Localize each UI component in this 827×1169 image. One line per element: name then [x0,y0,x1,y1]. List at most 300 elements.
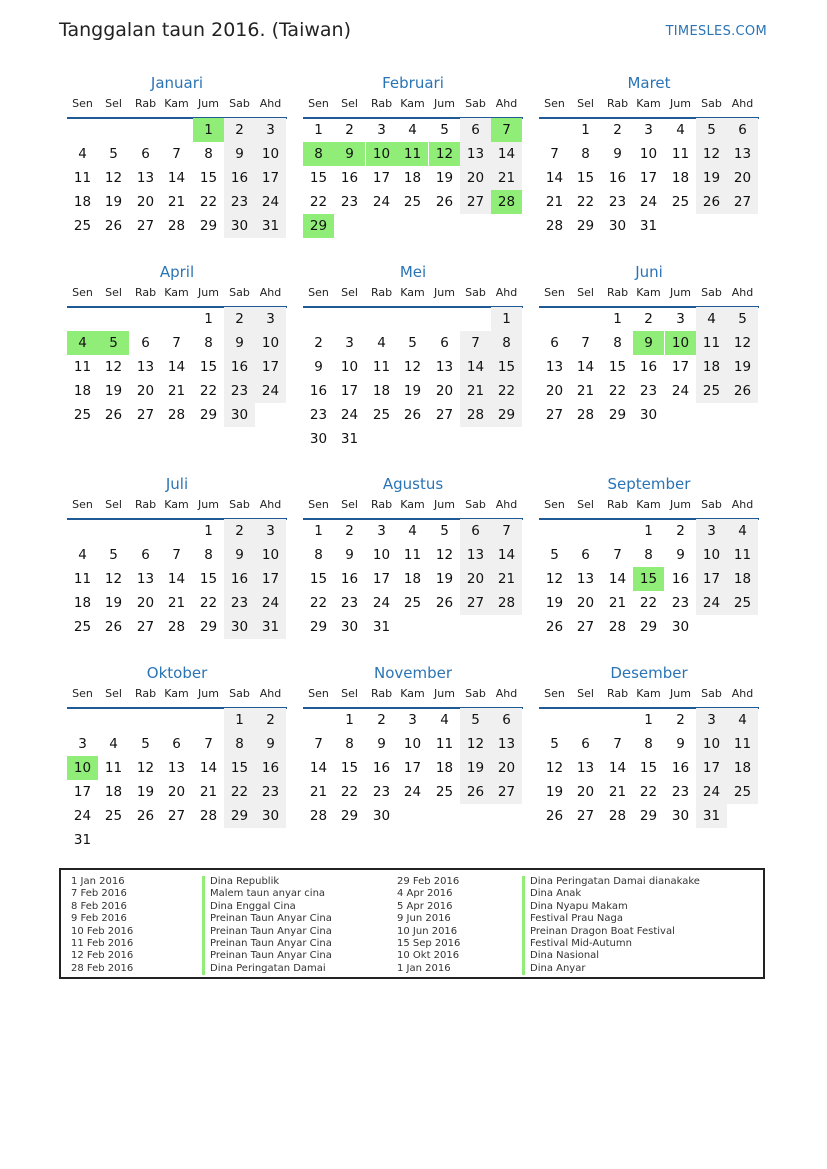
day-cell: 8 [204,547,213,563]
day-cell: 12 [429,142,460,166]
weekday-label: Jum [434,97,455,110]
day-cell: 21 [608,784,627,800]
weekday-label: Kam [400,97,425,110]
header-rule [303,306,523,308]
day-cell: 10 [372,547,391,563]
day-cell: 23 [372,784,391,800]
day-cell: 14 [460,355,491,379]
day-cell: 11 [73,571,92,587]
day-cell: 15 [639,760,658,776]
day-cell: 31 [340,431,359,447]
day-cell: 27 [576,808,595,824]
day-cell: 21 [545,194,564,210]
day-cell: 12 [460,732,491,756]
weekday-label: Jum [670,498,691,511]
month-mei [303,262,523,462]
day-cell: 15 [633,567,664,591]
day-cell: 27 [491,780,522,804]
day-cell: 1 [581,122,590,138]
day-cell: 12 [545,760,564,776]
day-cell: 4 [78,146,87,162]
day-cell: 5 [408,335,417,351]
day-cell: 29 [199,407,218,423]
day-cell: 29 [340,808,359,824]
weekday-label: Sab [701,97,722,110]
day-cell: 21 [491,166,522,190]
weekday-label: Kam [400,286,425,299]
day-cell: 5 [109,547,118,563]
day-cell: 22 [199,383,218,399]
weekday-label: Kam [636,286,661,299]
weekday-label: Jum [670,687,691,700]
day-cell: 28 [576,407,595,423]
day-cell: 17 [255,355,286,379]
day-cell: 12 [403,359,422,375]
day-cell: 2 [224,519,255,543]
day-cell: 24 [403,784,422,800]
day-cell: 30 [372,808,391,824]
weekday-label: Jum [670,286,691,299]
day-cell: 13 [576,760,595,776]
day-cell: 25 [73,407,92,423]
weekday-label: Kam [164,97,189,110]
weekday-label: Sab [465,286,486,299]
day-cell: 28 [167,218,186,234]
legend-date: 15 Sep 2016 [397,937,461,949]
day-cell: 22 [309,194,328,210]
day-cell: 4 [727,519,758,543]
day-cell: 18 [73,595,92,611]
day-cell: 5 [550,547,559,563]
day-cell: 27 [167,808,186,824]
day-cell: 2 [345,122,354,138]
day-cell: 7 [491,118,522,142]
day-cell: 10 [255,142,286,166]
weekday-label: Ahd [495,687,518,700]
day-cell: 7 [172,146,181,162]
day-cell: 7 [204,736,213,752]
day-cell: 11 [372,359,391,375]
day-cell: 6 [460,118,491,142]
weekday-label: Rab [134,498,157,511]
weekday-label: Rab [370,498,393,511]
day-cell: 27 [136,218,155,234]
day-cell: 28 [167,407,186,423]
day-cell: 29 [199,619,218,635]
day-cell: 6 [581,736,590,752]
day-cell: 12 [104,359,123,375]
day-cell: 31 [255,615,286,639]
day-cell: 26 [545,619,564,635]
month-juni [539,262,759,462]
weekday-label: Sel [341,97,358,110]
day-cell: 19 [696,166,727,190]
day-cell: 3 [255,519,286,543]
day-cell: 22 [491,379,522,403]
legend-left-names [202,876,332,975]
month-januari [67,73,287,273]
weekday-label: Sel [577,498,594,511]
day-cell: 24 [255,379,286,403]
month-april [67,262,287,462]
day-cell: 4 [377,335,386,351]
day-cell: 8 [345,736,354,752]
day-cell: 25 [671,194,690,210]
day-cell: 3 [377,122,386,138]
day-cell: 17 [255,166,286,190]
day-cell: 26 [403,407,422,423]
day-cell: 20 [136,595,155,611]
legend-date: 5 Apr 2016 [397,900,453,912]
day-cell: 19 [460,756,491,780]
day-cell: 15 [576,170,595,186]
weekday-label: Ahd [259,498,282,511]
day-cell: 9 [224,142,255,166]
legend-date: 29 Feb 2016 [397,876,460,887]
day-cell: 3 [644,122,653,138]
weekday-label: Kam [400,498,425,511]
legend-holiday-name: Preinan Taun Anyar Cina [202,950,332,962]
legend-holiday-name: Preinan Taun Anyar Cina [202,938,332,950]
day-cell: 16 [671,760,690,776]
day-cell: 29 [199,218,218,234]
legend-date: 4 Apr 2016 [397,888,453,900]
day-cell: 25 [435,784,454,800]
legend-holiday-name: Festival Mid-Autumn [522,938,700,950]
month-name: September [607,475,691,493]
day-cell: 9 [676,736,685,752]
day-cell: 14 [576,359,595,375]
day-cell: 6 [172,736,181,752]
day-cell: 15 [491,355,522,379]
month-name: Juni [635,263,663,281]
weekday-label: Sab [229,286,250,299]
day-cell: 23 [255,780,286,804]
day-cell: 3 [408,712,417,728]
day-cell: 24 [340,407,359,423]
day-cell: 1 [613,311,622,327]
legend-date: 9 Jun 2016 [397,913,451,925]
day-cell: 26 [435,595,454,611]
day-cell: 7 [172,335,181,351]
day-cell: 24 [372,194,391,210]
day-cell: 24 [73,808,92,824]
day-cell: 5 [550,736,559,752]
day-cell: 6 [460,519,491,543]
day-cell: 28 [545,218,564,234]
day-cell: 17 [696,567,727,591]
weekday-label: Rab [370,286,393,299]
day-cell: 10 [255,543,286,567]
day-cell: 15 [309,170,328,186]
day-cell: 14 [608,760,627,776]
day-cell: 2 [676,712,685,728]
day-cell: 14 [309,760,328,776]
day-cell: 4 [109,736,118,752]
day-cell: 26 [545,808,564,824]
day-cell: 25 [727,780,758,804]
day-cell: 20 [576,595,595,611]
legend-holiday-name: Malem taun anyar cina [202,888,332,900]
weekday-label: Sab [701,687,722,700]
legend-holiday-name: Dina Republik [202,876,332,888]
month-september [539,474,759,674]
site-link[interactable]: TIMESLES.COM [665,24,767,39]
day-cell: 10 [639,146,658,162]
day-cell: 21 [309,784,328,800]
day-cell: 22 [340,784,359,800]
day-cell: 12 [696,142,727,166]
day-cell: 23 [671,595,690,611]
day-cell: 25 [403,595,422,611]
day-cell: 28 [608,619,627,635]
day-cell: 26 [104,619,123,635]
day-cell: 29 [309,619,328,635]
weekday-label: Rab [606,498,629,511]
day-cell: 11 [696,331,727,355]
day-cell: 20 [576,784,595,800]
weekday-label: Kam [636,498,661,511]
day-cell: 22 [608,383,627,399]
day-cell: 8 [581,146,590,162]
weekday-label: Ahd [259,286,282,299]
weekday-label: Jum [198,687,219,700]
day-cell: 29 [224,804,255,828]
day-cell: 30 [608,218,627,234]
day-cell: 26 [104,218,123,234]
day-cell: 22 [224,780,255,804]
day-cell: 12 [104,571,123,587]
day-cell: 15 [224,756,255,780]
day-cell: 26 [696,190,727,214]
weekday-label: Ahd [731,498,754,511]
day-cell: 7 [550,146,559,162]
day-cell: 21 [167,595,186,611]
day-cell: 19 [435,170,454,186]
month-name: Maret [627,74,671,92]
day-cell: 5 [98,331,129,355]
weekday-label: Rab [606,687,629,700]
day-cell: 29 [491,403,522,427]
day-cell: 30 [340,619,359,635]
weekday-label: Jum [434,286,455,299]
day-cell: 17 [73,784,92,800]
day-cell: 27 [576,619,595,635]
day-cell: 18 [727,756,758,780]
weekday-label: Kam [636,687,661,700]
day-cell: 13 [136,571,155,587]
day-cell: 30 [671,808,690,824]
weekday-label: Jum [198,97,219,110]
day-cell: 24 [696,591,727,615]
day-cell: 28 [309,808,328,824]
weekday-label: Sel [105,498,122,511]
day-cell: 14 [608,571,627,587]
weekday-label: Sab [229,97,250,110]
day-cell: 19 [545,784,564,800]
day-cell: 18 [403,170,422,186]
day-cell: 10 [665,331,696,355]
day-cell: 11 [73,170,92,186]
day-cell: 31 [372,619,391,635]
day-cell: 2 [255,708,286,732]
day-cell: 9 [613,146,622,162]
day-cell: 23 [340,595,359,611]
day-cell: 9 [224,543,255,567]
day-cell: 24 [255,591,286,615]
weekday-label: Sel [341,498,358,511]
weekday-label: Sen [72,687,93,700]
day-cell: 27 [460,591,491,615]
day-cell: 16 [309,383,328,399]
month-name: Oktober [146,664,208,682]
weekday-label: Sel [577,687,594,700]
day-cell: 1 [644,712,653,728]
day-cell: 30 [224,403,255,427]
day-cell: 20 [460,567,491,591]
day-cell: 8 [303,142,334,166]
day-cell: 17 [372,170,391,186]
legend-holiday-name: Dina Anak [522,888,700,900]
weekday-label: Kam [400,687,425,700]
day-cell: 30 [224,615,255,639]
day-cell: 3 [345,335,354,351]
day-cell: 9 [224,331,255,355]
day-cell: 9 [676,547,685,563]
day-cell: 10 [340,359,359,375]
day-cell: 27 [545,407,564,423]
day-cell: 19 [435,571,454,587]
day-cell: 11 [727,732,758,756]
weekday-label: Jum [198,498,219,511]
day-cell: 6 [141,335,150,351]
day-cell: 13 [136,170,155,186]
day-cell: 15 [340,760,359,776]
day-cell: 9 [255,732,286,756]
day-cell: 25 [696,379,727,403]
day-cell: 24 [671,383,690,399]
day-cell: 4 [696,307,727,331]
day-cell: 6 [440,335,449,351]
legend-date: 7 Feb 2016 [71,888,127,900]
month-name: Januari [150,74,204,92]
day-cell: 30 [639,407,658,423]
day-cell: 2 [644,311,653,327]
weekday-label: Kam [164,687,189,700]
day-cell: 20 [545,383,564,399]
day-cell: 25 [403,194,422,210]
day-cell: 26 [136,808,155,824]
legend-holiday-name: Preinan Taun Anyar Cina [202,913,332,925]
day-cell: 17 [372,571,391,587]
day-cell: 5 [141,736,150,752]
day-cell: 18 [435,760,454,776]
day-cell: 16 [340,170,359,186]
weekday-label: Sel [341,687,358,700]
day-cell: 16 [372,760,391,776]
day-cell: 8 [204,335,213,351]
day-cell: 16 [224,166,255,190]
day-cell: 8 [224,732,255,756]
weekday-label: Sel [105,286,122,299]
day-cell: 13 [491,732,522,756]
day-cell: 21 [491,567,522,591]
day-cell: 30 [671,619,690,635]
day-cell: 20 [727,166,758,190]
weekday-label: Ahd [731,687,754,700]
day-cell: 25 [727,591,758,615]
day-cell: 11 [403,547,422,563]
weekday-label: Sel [105,687,122,700]
day-cell: 20 [491,756,522,780]
legend-date: 1 Jan 2016 [397,962,451,974]
weekday-label: Sab [465,687,486,700]
day-cell: 5 [696,118,727,142]
day-cell: 8 [314,547,323,563]
month-name: Februari [382,74,444,92]
day-cell: 31 [73,832,92,848]
weekday-label: Rab [370,97,393,110]
day-cell: 25 [73,218,92,234]
weekday-label: Ahd [495,498,518,511]
weekday-label: Sab [701,498,722,511]
day-cell: 11 [727,543,758,567]
day-cell: 13 [460,142,491,166]
legend-date: 8 Feb 2016 [71,900,127,912]
day-cell: 19 [545,595,564,611]
day-cell: 10 [696,543,727,567]
legend-date: 10 Jun 2016 [397,925,458,937]
legend-holiday-name: Festival Prau Naga [522,913,700,925]
day-cell: 19 [403,383,422,399]
day-cell: 7 [491,519,522,543]
day-cell: 6 [550,335,559,351]
day-cell: 16 [340,571,359,587]
day-cell: 4 [408,523,417,539]
day-cell: 13 [435,359,454,375]
legend-date: 11 Feb 2016 [71,937,134,949]
month-name: Agustus [382,475,444,493]
day-cell: 13 [727,142,758,166]
weekday-label: Sen [308,687,329,700]
day-cell: 3 [377,523,386,539]
day-cell: 2 [676,523,685,539]
day-cell: 1 [314,122,323,138]
legend-holiday-name: Dina Anyar [522,963,700,975]
day-cell: 23 [224,591,255,615]
weekday-label: Sel [577,97,594,110]
weekday-label: Sen [544,498,565,511]
day-cell: 17 [255,567,286,591]
legend-date: 10 Feb 2016 [71,925,134,937]
day-cell: 3 [696,708,727,732]
weekday-label: Ahd [259,97,282,110]
day-cell: 28 [167,619,186,635]
day-cell: 22 [199,194,218,210]
day-cell: 24 [639,194,658,210]
day-cell: 20 [460,166,491,190]
weekday-label: Sen [308,286,329,299]
day-cell: 21 [199,784,218,800]
day-cell: 5 [440,122,449,138]
day-cell: 9 [345,547,354,563]
month-oktober [67,663,287,863]
legend-date: 9 Feb 2016 [71,913,127,925]
day-cell: 16 [639,359,658,375]
weekday-label: Sen [544,286,565,299]
day-cell: 1 [204,523,213,539]
day-cell: 1 [491,307,522,331]
